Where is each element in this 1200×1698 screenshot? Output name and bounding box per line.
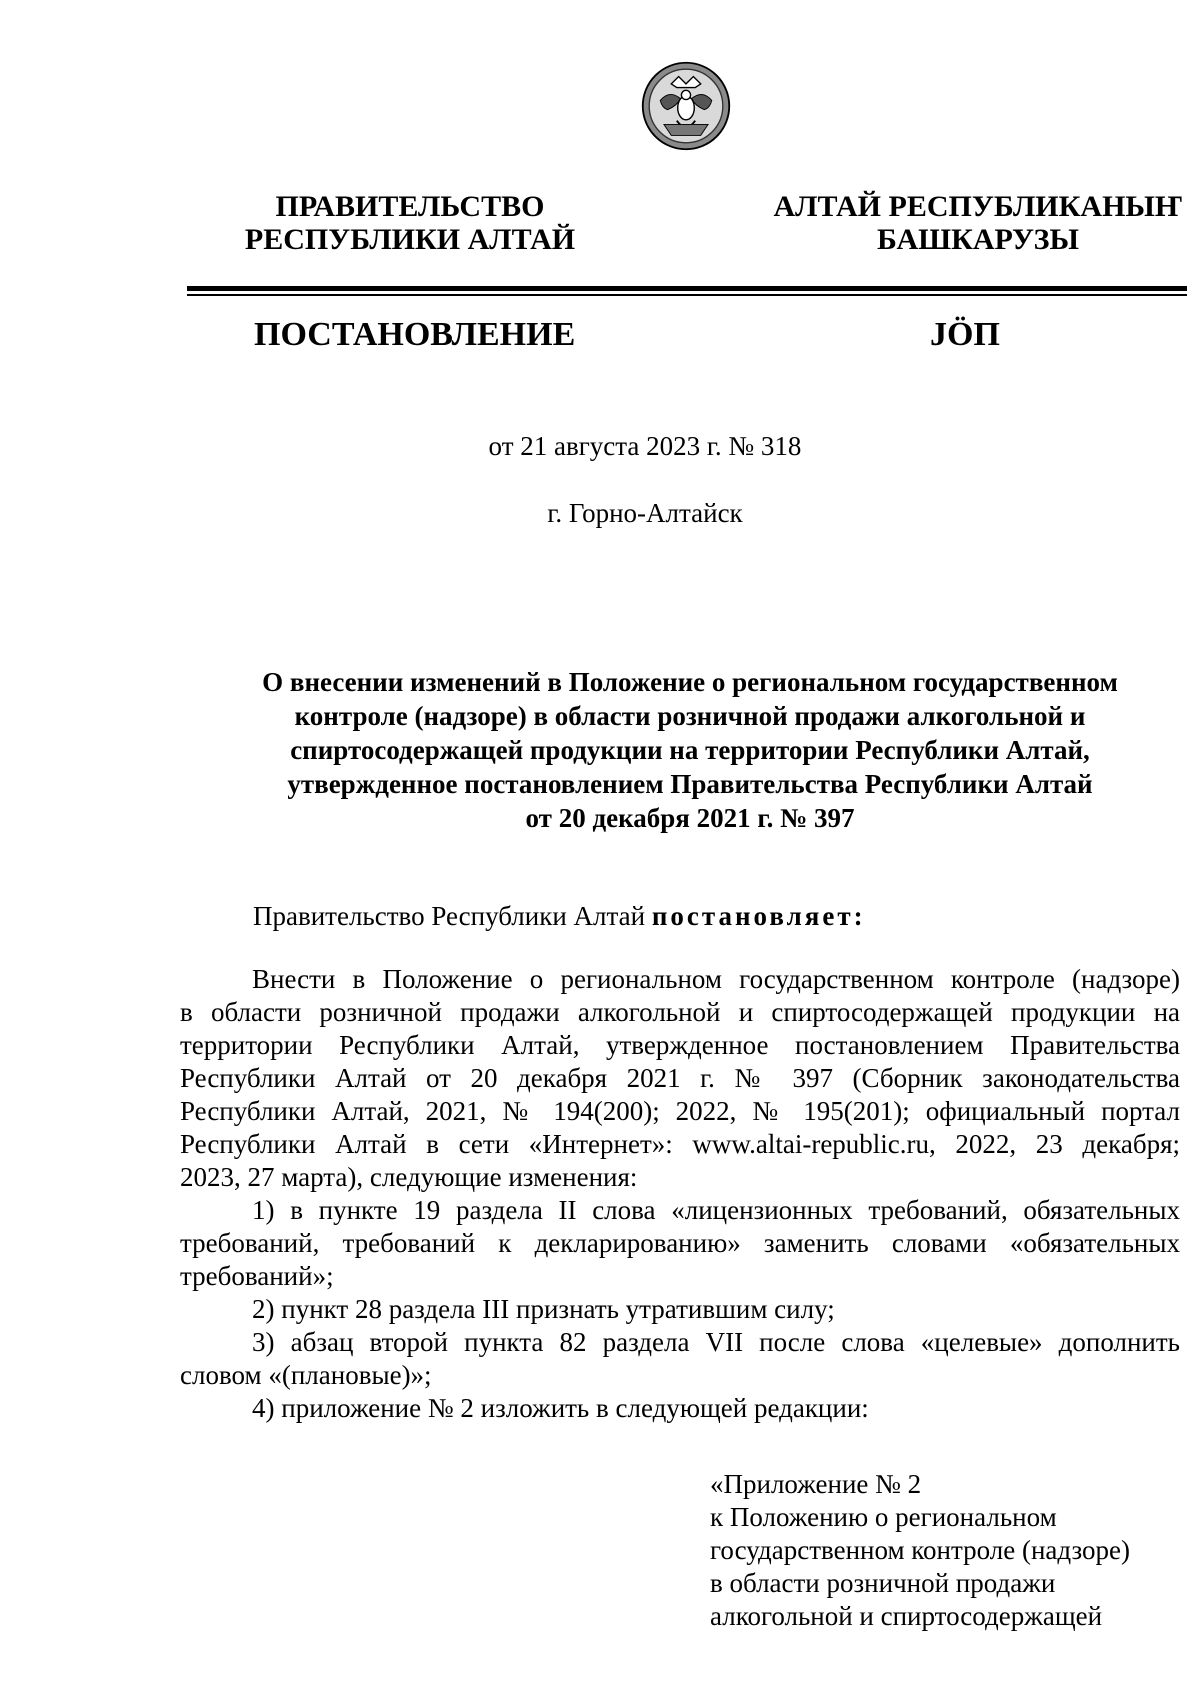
- body-line: Республики Алтай в сети «Интернет»: www.altai-republic.ru, 2022, 23 декабря;: [180, 1129, 1180, 1159]
- resolution-verb: постановляет:: [651, 901, 866, 931]
- body-line: 4) приложение № 2 изложить в следующей редакции:: [252, 1393, 869, 1423]
- resolution-statement: [253, 901, 866, 932]
- header-divider-thin: [187, 294, 1187, 296]
- body-line: Республики Алтай, 2021, № 194(200); 2022, № 195(201); официальный портал: [180, 1096, 1180, 1126]
- appendix-line: в области розничной продажи: [710, 1568, 1056, 1598]
- body-line: Внести в Положение о региональном государственном контроле (надзоре): [252, 964, 1180, 994]
- header-divider-thick: [187, 286, 1187, 291]
- body-line: словом «(плановые)»;: [180, 1360, 432, 1390]
- doc-type-altai: JӦП: [930, 316, 1000, 353]
- title-line: контроле (надзоре) в области розничной продажи алкогольной и: [294, 701, 1086, 731]
- resolution-prefix: Правительство Республики Алтай: [253, 901, 652, 931]
- body-paragraphs: [180, 963, 1180, 1425]
- government-name-russian: [240, 190, 580, 256]
- appendix-line: алкогольной и спиртосодержащей: [710, 1601, 1103, 1631]
- title-line: спиртосодержащей продукции на территории Республики Алтай,: [290, 735, 1090, 765]
- title-line: от 20 декабря 2021 г. № 397: [525, 803, 855, 833]
- appendix-line: «Приложение № 2: [710, 1469, 922, 1499]
- body-line: требований»;: [180, 1261, 334, 1291]
- appendix-header: [710, 1468, 1130, 1633]
- body-line: Республики Алтай от 20 декабря 2021 г. № 397 (Сборник законодательства: [180, 1063, 1180, 1093]
- title-line: утвержденное постановлением Правительства Республики Алтай: [287, 769, 1093, 799]
- body-line: требований, требований к декларированию» заменить словами «обязательных: [180, 1228, 1180, 1258]
- body-line: территории Республики Алтай, утвержденное постановлением Правительства: [180, 1030, 1180, 1060]
- government-name-altai: [758, 190, 1198, 256]
- body-line: 2023, 27 марта), следующие изменения:: [180, 1162, 638, 1192]
- body-line: 2) пункт 28 раздела III признать утратившим силу;: [252, 1294, 835, 1324]
- document-title: [190, 665, 1190, 835]
- body-line: 3) абзац второй пункта 82 раздела VII после слова «целевые» дополнить: [252, 1327, 1180, 1357]
- title-line: О внесении изменений в Положение о региональном государственном: [262, 667, 1118, 697]
- header-left-line-1: ПРАВИТЕЛЬСТВО: [275, 190, 545, 223]
- date-and-number: от 21 августа 2023 г. № 318: [488, 431, 802, 461]
- appendix-line: к Положению о региональном: [710, 1502, 1057, 1532]
- body-line: 1) в пункте 19 раздела II слова «лицензионных требований, обязательных: [252, 1195, 1180, 1225]
- city: г. Горно-Алтайск: [547, 498, 743, 528]
- body-line: в области розничной продажи алкогольной и спиртосодержащей продукции на: [180, 997, 1180, 1027]
- coat-of-arms-emblem-icon: [640, 60, 732, 152]
- header-right-line-1: АЛТАЙ РЕСПУБЛИКАНЫҤ: [773, 190, 1183, 223]
- header-left-line-2: РЕСПУБЛИКИ АЛТАЙ: [244, 223, 576, 256]
- doc-type-russian: ПОСТАНОВЛЕНИЕ: [254, 316, 576, 353]
- header-right-line-2: БАШКАРУЗЫ: [877, 223, 1079, 256]
- appendix-line: государственном контроле (надзоре): [710, 1535, 1130, 1565]
